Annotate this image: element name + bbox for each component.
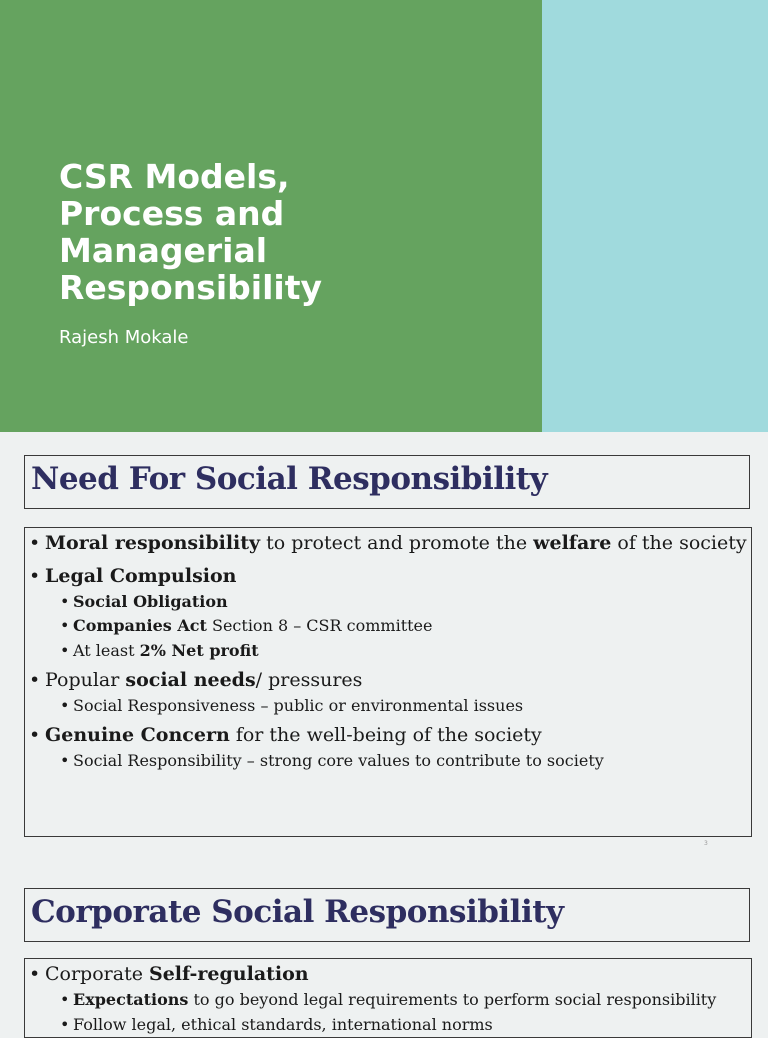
- slide-title-box: [24, 455, 750, 509]
- slide-title: Need For Social Responsibility: [31, 461, 548, 497]
- title-line: Responsibility: [59, 268, 323, 307]
- bullet-bold: Moral responsibility: [45, 532, 261, 554]
- bullet-bold: Genuine Concern: [45, 724, 230, 746]
- bullet-item: [25, 669, 751, 691]
- slide-title: Corporate Social Responsibility: [31, 894, 564, 930]
- title-line: Managerial: [59, 231, 268, 270]
- bullet-item: [25, 963, 751, 985]
- accent-panel: [542, 0, 768, 432]
- bullet-item: [25, 565, 751, 587]
- title-line: CSR Models,: [59, 157, 290, 196]
- bullet-text: of the society: [611, 532, 747, 554]
- bullet-text: to protect and promote the: [260, 532, 534, 554]
- bullet-bold: welfare: [533, 532, 612, 554]
- sub-bullet-item: [25, 990, 751, 1010]
- bullet-text: Follow legal, ethical standards, international norms: [73, 1015, 493, 1034]
- bullet-list: [25, 532, 751, 771]
- bullet-text: Social Responsiveness – public or environmental issues: [73, 696, 524, 715]
- sub-bullet-item: [25, 616, 751, 636]
- slide-content: [24, 958, 752, 1038]
- title-line: Process and: [59, 194, 285, 233]
- bullet-item: [25, 724, 751, 746]
- slide-content: [24, 527, 752, 837]
- bullet-text: Corporate: [45, 963, 149, 985]
- sub-bullet-item: [25, 751, 751, 771]
- title-slide: [0, 0, 768, 432]
- bullet-bold: 2% Net profit: [139, 641, 259, 660]
- bullet-text: At least: [73, 641, 140, 660]
- bullet-bold: social needs: [125, 669, 256, 691]
- slide-title-box: [24, 888, 750, 942]
- bullet-text: to go beyond legal requirements to perform social responsibility: [188, 990, 717, 1009]
- bullet-text: for the well-being of the society: [229, 724, 542, 746]
- sub-bullet-item: [25, 696, 751, 716]
- bullet-item: [25, 532, 751, 554]
- bullet-bold: Companies Act: [73, 616, 207, 635]
- bullet-bold: Self-regulation: [149, 963, 309, 985]
- bullet-bold: Legal Compulsion: [45, 565, 237, 587]
- bullet-list: [25, 963, 751, 1035]
- sub-bullet-item: [25, 592, 751, 612]
- sub-bullet-item: [25, 1015, 751, 1035]
- bullet-text: Section 8 – CSR committee: [206, 616, 433, 635]
- page-number: 3: [704, 840, 708, 847]
- bullet-text: / pressures: [255, 669, 363, 691]
- sub-bullet-item: [25, 641, 751, 661]
- bullet-bold: Social Obligation: [73, 592, 228, 611]
- bullet-bold: Expectations: [73, 990, 189, 1009]
- presentation-title: [59, 158, 529, 306]
- bullet-text: Popular: [45, 669, 126, 691]
- bullet-text: Social Responsibility – strong core values to contribute to society: [73, 751, 604, 770]
- author-name: Rajesh Mokale: [59, 327, 189, 348]
